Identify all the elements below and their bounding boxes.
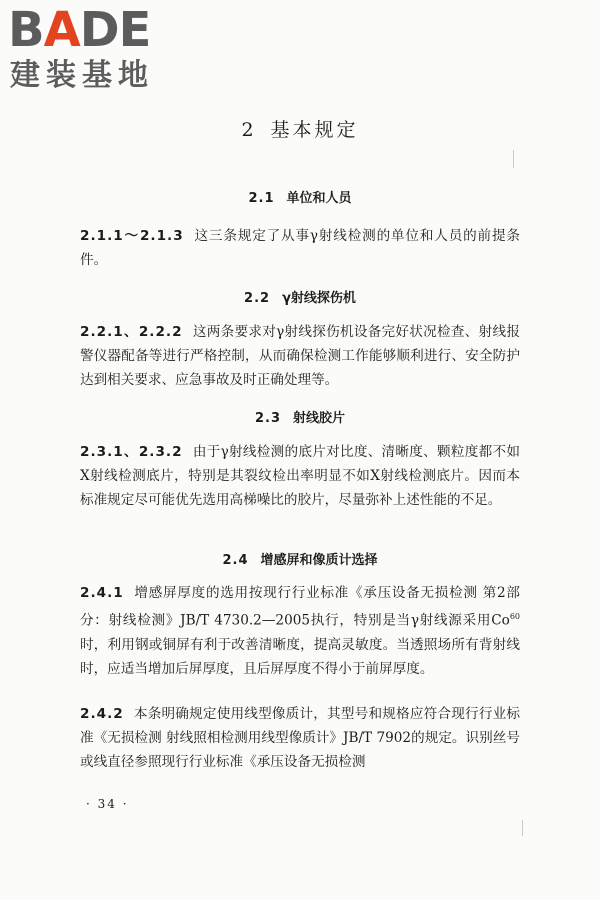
clause-number: 2.3.1、2.3.2 [80, 444, 183, 460]
paragraph [80, 224, 520, 272]
chapter-number: 2 [241, 119, 257, 141]
logo-subtitle: 建装基地 [10, 58, 154, 93]
clause-text: 这三条规定了从事γ射线检测的单位和人员的前提条件。 [80, 228, 520, 268]
clause-text: 增感屏厚度的选用按现行行业标准《承压设备无损检测 第2部分：射线检测》JB/T 4730.2—2005执行，特别是当γ射线源采用Co [80, 585, 520, 629]
clause-text: 本条明确规定使用线型像质计，其型号和规格应符合现行行业标准《无损检测 射线照相检测用线型像质计》JB/T 7902的规定。识别丝号或线直径参照现行行业标准《承压设备无损检测 [80, 706, 520, 770]
section-title: γ射线探伤机 [282, 291, 356, 306]
clause-text: 时，利用钢或铜屏有利于改善清晰度，提高灵敏度。当透照场所有背射线时，应适当增加后屏厚度，且后屏厚度不得小于前屏厚度。 [80, 636, 520, 677]
paragraph [80, 702, 520, 774]
section-title: 增感屏和像质计选择 [260, 553, 378, 568]
clause-text: 由于γ射线检测的底片对比度、清晰度、颗粒度都不如X射线检测底片，特别是其裂纹检出率明显不如X射线检测底片。因而本标准规定尽可能优先选用高梯噪比的胶片，尽量弥补上述性能的不足。 [80, 444, 520, 508]
clause-number: 2.1.1～2.1.3 [80, 228, 184, 244]
superscript: 60 [509, 612, 520, 621]
logo-accent-letter: A [43, 2, 80, 58]
logo-wordmark: BADE [8, 2, 151, 58]
paragraph [80, 440, 520, 512]
section-heading [0, 289, 600, 309]
clause-text: 这两条要求对γ射线探伤机设备完好状况检查、射线报警仪器配备等进行严格控制，从而确保检测工作能够顺利进行、安全防护达到相关要求、应急事故及时正确处理等。 [80, 324, 520, 388]
page-number: · 34 · [86, 797, 129, 811]
scan-mark [513, 150, 514, 168]
chapter-heading: 基本规定 [270, 119, 359, 141]
clause-number: 2.4.2 [80, 706, 124, 722]
section-number: 2.3 [254, 411, 281, 426]
section-number: 2.2 [244, 291, 271, 306]
clause-number: 2.4.1 [80, 585, 124, 601]
logo [8, 4, 180, 96]
clause-number: 2.2.1、2.2.2 [80, 324, 183, 340]
scan-mark [522, 820, 523, 836]
section-number: 2.4 [222, 553, 249, 568]
section-heading [0, 409, 600, 429]
section-heading [0, 189, 600, 209]
chapter-title [0, 116, 600, 144]
section-title: 单位和人员 [286, 191, 352, 206]
paragraph [80, 320, 520, 392]
section-heading [0, 551, 600, 571]
section-number: 2.1 [248, 191, 275, 206]
section-title: 射线胶片 [293, 411, 346, 426]
paragraph [80, 581, 520, 681]
